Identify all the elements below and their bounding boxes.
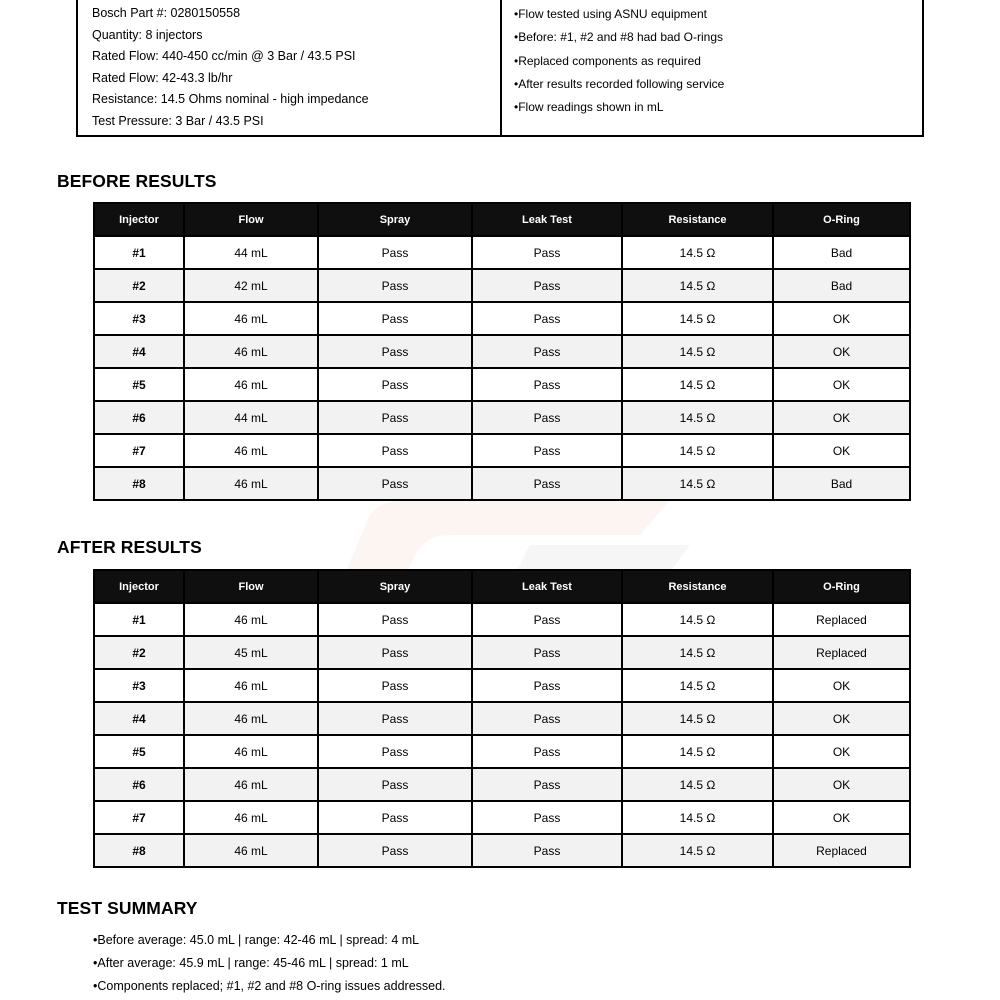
table-cell: 14.5 Ω (622, 636, 773, 669)
table-cell: Pass (472, 768, 622, 801)
table-cell: Pass (318, 236, 472, 269)
column-header: Leak Test (472, 203, 622, 236)
table-row (94, 735, 910, 768)
table-cell: Pass (472, 603, 622, 636)
table-cell: 46 mL (184, 702, 318, 735)
table-cell: 14.5 Ω (622, 834, 773, 867)
table-row (94, 636, 910, 669)
test-notes (502, 0, 922, 135)
table-row (94, 302, 910, 335)
table-cell: OK (773, 801, 910, 834)
table-cell: #6 (94, 401, 184, 434)
part-specs (78, 0, 502, 135)
table-cell: Pass (472, 735, 622, 768)
table-cell: 14.5 Ω (622, 467, 773, 500)
table-cell: 14.5 Ω (622, 735, 773, 768)
table-cell: 14.5 Ω (622, 401, 773, 434)
table-cell: Pass (318, 669, 472, 702)
table-row (94, 603, 910, 636)
table-cell: #7 (94, 434, 184, 467)
table-cell: #8 (94, 467, 184, 500)
table-cell: OK (773, 302, 910, 335)
table-cell: 14.5 Ω (622, 768, 773, 801)
table-cell: Pass (472, 702, 622, 735)
column-header: Spray (318, 203, 472, 236)
summary-item: • Components replaced; #1, #2 and #8 O-ring issues addressed. (93, 975, 446, 998)
table-cell: OK (773, 368, 910, 401)
table-cell: 44 mL (184, 236, 318, 269)
table-row (94, 768, 910, 801)
table-row (94, 335, 910, 368)
table-cell: Bad (773, 269, 910, 302)
table-row (94, 467, 910, 500)
spec-test-pressure: Test Pressure: 3 Bar / 43.5 PSI (92, 113, 264, 128)
spec-rated-flow-cc: Rated Flow: 440-450 cc/min @ 3 Bar / 43.5 PSI (92, 49, 356, 63)
table-cell: #1 (94, 236, 184, 269)
table-cell: 45 mL (184, 636, 318, 669)
table-cell: Pass (472, 467, 622, 500)
table-row (94, 236, 910, 269)
column-header: Flow (184, 203, 318, 236)
table-cell: 14.5 Ω (622, 702, 773, 735)
table-cell: #8 (94, 834, 184, 867)
table-cell: #7 (94, 801, 184, 834)
table-cell: Pass (318, 603, 472, 636)
table-row (94, 368, 910, 401)
table-cell: Pass (318, 335, 472, 368)
column-header: Leak Test (472, 570, 622, 603)
table-cell: #5 (94, 735, 184, 768)
table-cell: OK (773, 401, 910, 434)
column-header: Resistance (622, 570, 773, 603)
table-cell: Pass (472, 401, 622, 434)
summary-list (93, 929, 446, 998)
table-cell: Pass (318, 302, 472, 335)
table-cell: 46 mL (184, 834, 318, 867)
table-cell: OK (773, 735, 910, 768)
table-cell: #4 (94, 702, 184, 735)
table-cell: Pass (472, 236, 622, 269)
table-cell: #3 (94, 669, 184, 702)
after-results-table (93, 569, 911, 868)
table-cell: 46 mL (184, 801, 318, 834)
before-results-table (93, 202, 911, 501)
table-cell: 14.5 Ω (622, 335, 773, 368)
note-item: • Replaced components as required (514, 50, 922, 73)
summary-item: • Before average: 45.0 mL | range: 42-46 mL | spread: 4 mL (93, 929, 446, 952)
table-row (94, 702, 910, 735)
table-cell: OK (773, 768, 910, 801)
table-cell: Replaced (773, 834, 910, 867)
table-cell: Pass (472, 834, 622, 867)
table-cell: 46 mL (184, 603, 318, 636)
table-cell: Pass (318, 735, 472, 768)
table-cell: Replaced (773, 603, 910, 636)
table-cell: Pass (318, 801, 472, 834)
table-cell: #1 (94, 603, 184, 636)
column-header: Resistance (622, 203, 773, 236)
table-cell: Pass (472, 335, 622, 368)
specifications-box (76, 0, 924, 137)
column-header: Flow (184, 570, 318, 603)
table-cell: OK (773, 669, 910, 702)
table-cell: 14.5 Ω (622, 434, 773, 467)
table-row (94, 269, 910, 302)
table-row (94, 669, 910, 702)
table-cell: Pass (472, 302, 622, 335)
table-cell: #2 (94, 269, 184, 302)
table-cell: 14.5 Ω (622, 302, 773, 335)
table-cell: Pass (472, 636, 622, 669)
column-header: Spray (318, 570, 472, 603)
table-cell: Pass (472, 669, 622, 702)
note-item: • Flow readings shown in mL (514, 96, 922, 119)
table-cell: 46 mL (184, 368, 318, 401)
table-cell: Pass (318, 702, 472, 735)
spec-rated-flow-lb: Rated Flow: 42-43.3 lb/hr (92, 70, 233, 85)
table-cell: Pass (318, 434, 472, 467)
table-cell: Bad (773, 236, 910, 269)
table-cell: Pass (318, 768, 472, 801)
table-cell: 14.5 Ω (622, 269, 773, 302)
note-item: • After results recorded following service (514, 73, 922, 96)
table-cell: Pass (472, 434, 622, 467)
table-row (94, 434, 910, 467)
table-cell: 46 mL (184, 335, 318, 368)
table-cell: Pass (318, 368, 472, 401)
table-cell: 14.5 Ω (622, 236, 773, 269)
table-cell: #5 (94, 368, 184, 401)
table-cell: Pass (472, 269, 622, 302)
table-cell: 42 mL (184, 269, 318, 302)
table-row (94, 401, 910, 434)
spec-part-number: Bosch Part #: 0280150558 (92, 6, 241, 20)
table-cell: 44 mL (184, 401, 318, 434)
table-cell: #4 (94, 335, 184, 368)
table-cell: 46 mL (184, 434, 318, 467)
table-cell: Pass (318, 834, 472, 867)
table-cell: 46 mL (184, 735, 318, 768)
note-item: • Flow tested using ASNU equipment (514, 3, 922, 26)
table-cell: Replaced (773, 636, 910, 669)
table-cell: 46 mL (184, 302, 318, 335)
test-summary-heading: TEST SUMMARY (57, 898, 198, 918)
column-header: O-Ring (773, 570, 910, 603)
before-results-heading: BEFORE RESULTS (57, 171, 217, 191)
table-cell: OK (773, 434, 910, 467)
table-cell: Pass (318, 269, 472, 302)
column-header: O-Ring (773, 203, 910, 236)
spec-quantity: Quantity: 8 injectors (92, 27, 203, 42)
table-row (94, 834, 910, 867)
column-header: Injector (94, 203, 184, 236)
table-cell: 14.5 Ω (622, 368, 773, 401)
table-header-row (94, 203, 910, 236)
table-cell: 14.5 Ω (622, 669, 773, 702)
table-header-row (94, 570, 910, 603)
summary-item: • After average: 45.9 mL | range: 45-46 mL | spread: 1 mL (93, 952, 446, 975)
table-row (94, 801, 910, 834)
spec-resistance: Resistance: 14.5 Ohms nominal - high impedance (92, 92, 369, 106)
table-cell: Pass (318, 401, 472, 434)
table-cell: OK (773, 702, 910, 735)
table-cell: 46 mL (184, 467, 318, 500)
table-cell: Pass (472, 368, 622, 401)
table-cell: 14.5 Ω (622, 801, 773, 834)
table-cell: Pass (472, 801, 622, 834)
table-cell: OK (773, 335, 910, 368)
note-item: • Before: #1, #2 and #8 had bad O-rings (514, 26, 922, 49)
after-results-heading: AFTER RESULTS (57, 537, 202, 557)
column-header: Injector (94, 570, 184, 603)
table-cell: 46 mL (184, 768, 318, 801)
table-cell: #2 (94, 636, 184, 669)
table-cell: Pass (318, 467, 472, 500)
table-cell: #3 (94, 302, 184, 335)
table-cell: Bad (773, 467, 910, 500)
table-cell: 46 mL (184, 669, 318, 702)
table-cell: #6 (94, 768, 184, 801)
table-cell: 14.5 Ω (622, 603, 773, 636)
table-cell: Pass (318, 636, 472, 669)
